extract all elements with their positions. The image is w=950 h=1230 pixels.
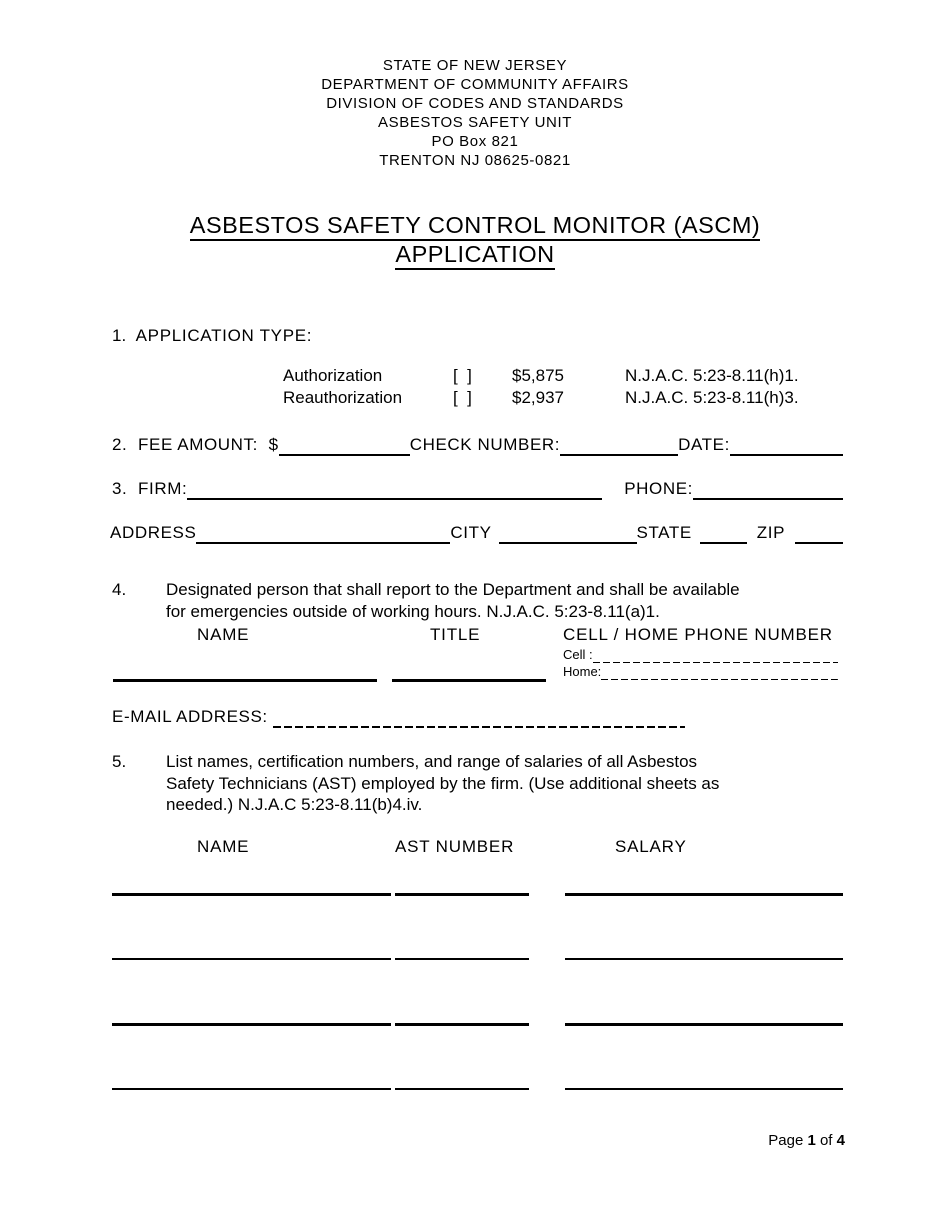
agency-line-city-zip: TRENTON NJ 08625-0821 [379,152,571,169]
fee-row [112,433,843,456]
section1-heading [112,326,312,346]
ast-row-3-salary-field[interactable] [565,1023,843,1026]
ast-name-column-header: NAME [197,837,250,856]
reauthorization-checkbox[interactable]: [ ] [453,388,472,407]
state-field[interactable] [700,523,747,544]
section5-text [166,751,719,816]
ast-number-column-header: AST NUMBER [395,837,515,856]
ast-row-2-salary-field[interactable] [565,958,843,960]
footer-of-word: of [815,1132,837,1149]
date-label: DATE: [678,435,730,454]
date-field[interactable] [730,435,843,456]
form-title [0,211,950,269]
footer-total-pages: 4 [836,1132,845,1149]
page-footer [768,1132,845,1149]
firm-row [112,477,843,500]
ast-row-2-number-field[interactable] [395,958,529,960]
ast-row-1-number-field[interactable] [395,893,529,896]
designee-title-field[interactable] [392,679,546,682]
ast-row-1-salary-field[interactable] [565,893,843,896]
authorization-label: Authorization [283,366,383,385]
section4-text-line2: for emergencies outside of working hours. N.J.A.C. 5:23-8.11(a)1. [166,601,660,621]
city-field[interactable] [499,523,637,544]
ast-row-1 [112,893,843,896]
section3-number: 3. [112,479,139,498]
footer-page-word: Page [768,1132,808,1149]
firm-field[interactable] [187,479,602,500]
footer-page-number: 1 [807,1132,816,1149]
designee-name-column-header: NAME [197,625,250,644]
home-label: Home: [563,664,602,679]
ast-row-3-number-field[interactable] [395,1023,529,1026]
ast-row-4-number-field[interactable] [395,1088,529,1090]
agency-line-state: STATE OF NEW JERSEY [382,57,568,74]
email-row [112,705,685,728]
authorization-checkbox[interactable]: [ ] [453,366,472,385]
section4-text [166,579,740,622]
agency-line-pobox: PO Box 821 [431,133,519,150]
form-title-line1: ASBESTOS SAFETY CONTROL MONITOR (ASCM) [190,212,760,241]
email-label: E-MAIL ADDRESS: [112,707,274,726]
agency-letterhead [0,56,950,170]
fee-amount-label: FEE AMOUNT: $ [138,435,279,454]
ast-row-4-name-field[interactable] [112,1088,391,1090]
reauthorization-label: Reauthorization [283,388,403,407]
cell-phone-field[interactable] [593,648,838,663]
designee-title-column-header: TITLE [430,625,481,644]
application-type-options [283,365,843,409]
firm-label: FIRM: [138,479,188,498]
ast-row-4-salary-field[interactable] [565,1088,843,1090]
cell-phone-row [563,646,838,663]
fee-amount-field[interactable] [279,435,410,456]
address-row [110,521,843,544]
check-number-field[interactable] [560,435,678,456]
ast-salary-column-header: SALARY [615,837,687,856]
section1-number: 1. [112,326,136,345]
ast-row-3 [112,1023,843,1026]
home-phone-field[interactable] [601,665,838,680]
email-field[interactable] [273,708,685,728]
ast-row-1-name-field[interactable] [112,893,391,896]
section4-number: 4. [112,580,127,599]
city-label: CITY [450,523,492,542]
address-field[interactable] [196,523,450,544]
ast-row-2-name-field[interactable] [112,958,391,960]
designee-phone-column-header: CELL / HOME PHONE NUMBER [563,625,833,644]
phone-field[interactable] [693,479,843,500]
form-title-line2: APPLICATION [395,241,554,270]
zip-field[interactable] [795,523,843,544]
section2-number: 2. [112,435,139,454]
reauthorization-njac-code: N.J.A.C. 5:23-8.11(h)3. [625,388,799,407]
ast-row-4 [112,1088,843,1090]
authorization-option-row [283,365,843,387]
section5-number: 5. [112,752,127,771]
reauthorization-option-row [283,387,843,409]
agency-line-division: DIVISION OF CODES AND STANDARDS [326,95,624,112]
phone-label: PHONE: [624,479,693,498]
section5-text-line2: Safety Technicians (AST) employed by the firm. (Use additional sheets as [166,773,720,793]
application-type-label: APPLICATION TYPE: [135,326,313,345]
zip-label: ZIP [756,523,786,542]
cell-label: Cell : [563,647,593,662]
address-label: ADDRESS [110,523,197,542]
section5-text-line3: needed.) N.J.A.C 5:23-8.11(b)4.iv. [166,795,423,814]
section4-text-line1: Designated person that shall report to the Department and shall be available [166,580,740,599]
authorization-njac-code: N.J.A.C. 5:23-8.11(h)1. [625,366,799,385]
section5-text-line1: List names, certification numbers, and range of salaries of all Asbestos [166,752,698,771]
state-label: STATE [636,523,692,542]
ast-row-3-name-field[interactable] [112,1023,391,1026]
authorization-fee: $5,875 [512,366,564,385]
ast-row-2 [112,958,843,960]
check-number-label: CHECK NUMBER: [409,435,561,454]
agency-line-department: DEPARTMENT OF COMMUNITY AFFAIRS [321,76,629,93]
agency-line-unit: ASBESTOS SAFETY UNIT [378,114,572,131]
home-phone-row [563,663,838,680]
designee-name-field[interactable] [113,679,377,682]
reauthorization-fee: $2,937 [512,388,564,407]
